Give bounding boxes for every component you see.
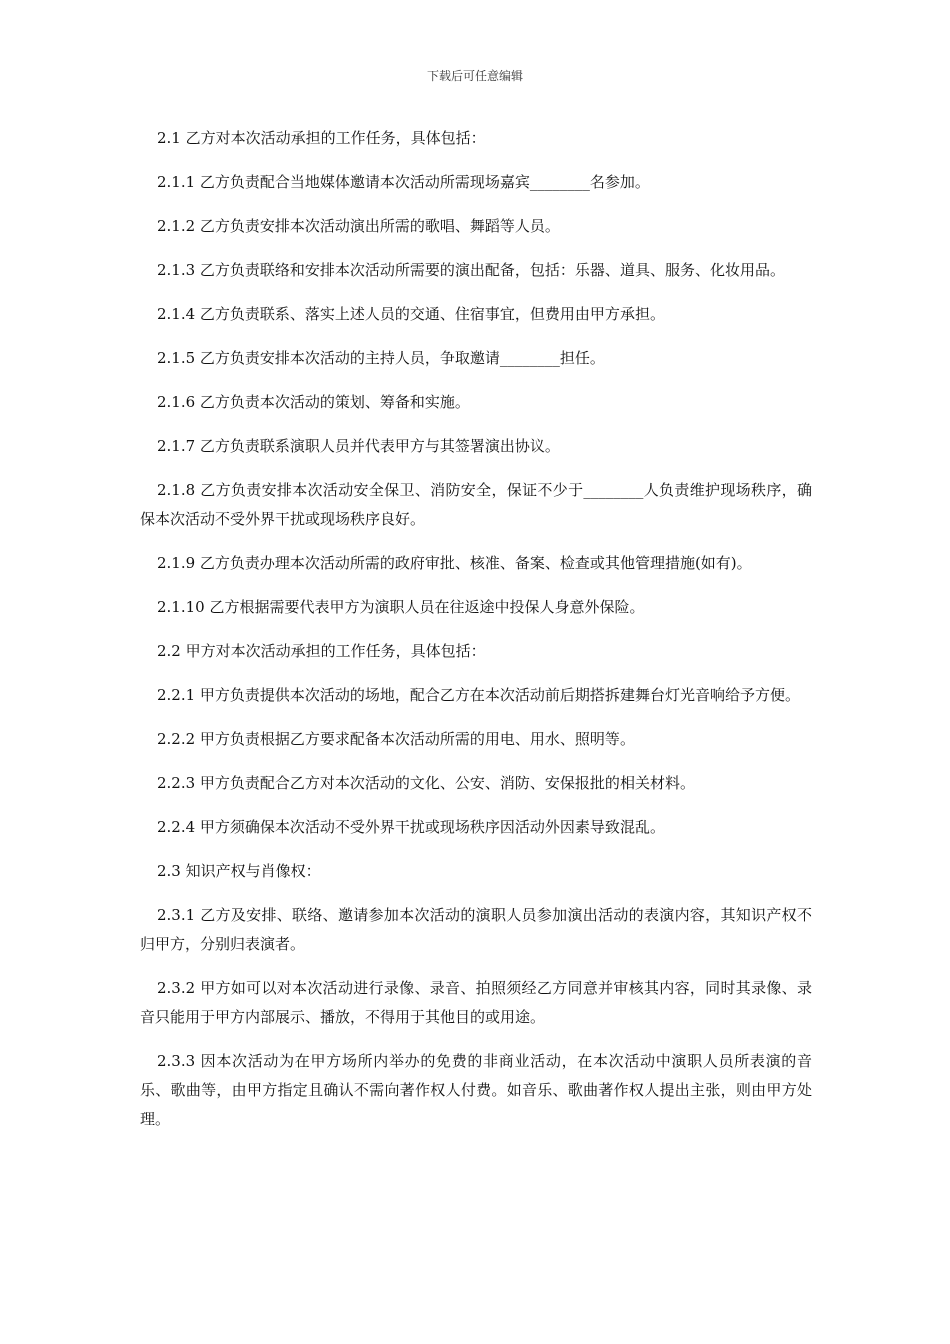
clause-2-1-9: 2.1.9 乙方负责办理本次活动所需的政府审批、核准、备案、检查或其他管理措施(如有)。 — [157, 554, 752, 572]
clause-2-2-2: 2.2.2 甲方负责根据乙方要求配备本次活动所需的用电、用水、照明等。 — [157, 730, 635, 748]
clause-2-1-6: 2.1.6 乙方负责本次活动的策划、筹备和实施。 — [157, 393, 470, 411]
clause-2-3-1: 2.3.1 乙方及安排、联络、邀请参加本次活动的演职人员参加演出活动的表演内容，其知识产权不归甲方，分别归表演者。 — [140, 906, 812, 953]
clause-2-1-10: 2.1.10 乙方根据需要代表甲方为演职人员在往返途中投保人身意外保险。 — [157, 598, 645, 616]
clause-2-1-1: 2.1.1 乙方负责配合当地媒体邀请本次活动所需现场嘉宾________名参加。 — [157, 173, 650, 191]
clause-2-1-8: 2.1.8 乙方负责安排本次活动安全保卫、消防安全，保证不少于________人负责维护现场秩序，确保本次活动不受外界干扰或现场秩序良好。 — [140, 481, 812, 528]
clause-2-2-1: 2.2.1 甲方负责提供本次活动的场地，配合乙方在本次活动前后期搭拆建舞台灯光音响给予方便。 — [157, 686, 800, 704]
clause-2-3: 2.3 知识产权与肖像权： — [157, 862, 321, 880]
clause-2-2-4: 2.2.4 甲方须确保本次活动不受外界干扰或现场秩序因活动外因素导致混乱。 — [157, 818, 665, 836]
page-header: 下载后可任意编辑 — [426, 69, 523, 83]
clause-2-3-2: 2.3.2 甲方如可以对本次活动进行录像、录音、拍照须经乙方同意并审核其内容，同时其录像、录音只能用于甲方内部展示、播放，不得用于其他目的或用途。 — [140, 979, 812, 1026]
clause-2-1-2: 2.1.2 乙方负责安排本次活动演出所需的歌唱、舞蹈等人员。 — [157, 217, 560, 235]
clause-2-1-4: 2.1.4 乙方负责联系、落实上述人员的交通、住宿事宜，但费用由甲方承担。 — [157, 305, 665, 323]
clause-2-3-3: 2.3.3 因本次活动为在甲方场所内举办的免费的非商业活动，在本次活动中演职人员所表演的音乐、歌曲等，由甲方指定且确认不需向著作权人付费。如音乐、歌曲著作权人提出主张，则由甲方处理。 — [140, 1052, 812, 1128]
clause-2-1-7: 2.1.7 乙方负责联系演职人员并代表甲方与其签署演出协议。 — [157, 437, 560, 455]
clause-2-2: 2.2 甲方对本次活动承担的工作任务，具体包括： — [157, 642, 486, 660]
clause-2-1-5: 2.1.5 乙方负责安排本次活动的主持人员，争取邀请________担任。 — [157, 349, 605, 367]
clause-2-1: 2.1 乙方对本次活动承担的工作任务，具体包括： — [157, 129, 486, 147]
clause-2-1-3: 2.1.3 乙方负责联络和安排本次活动所需要的演出配备，包括：乐器、道具、服务、化妆用品。 — [157, 261, 785, 279]
clause-2-2-3: 2.2.3 甲方负责配合乙方对本次活动的文化、公安、消防、安保报批的相关材料。 — [157, 774, 695, 792]
document-body — [140, 124, 812, 1149]
